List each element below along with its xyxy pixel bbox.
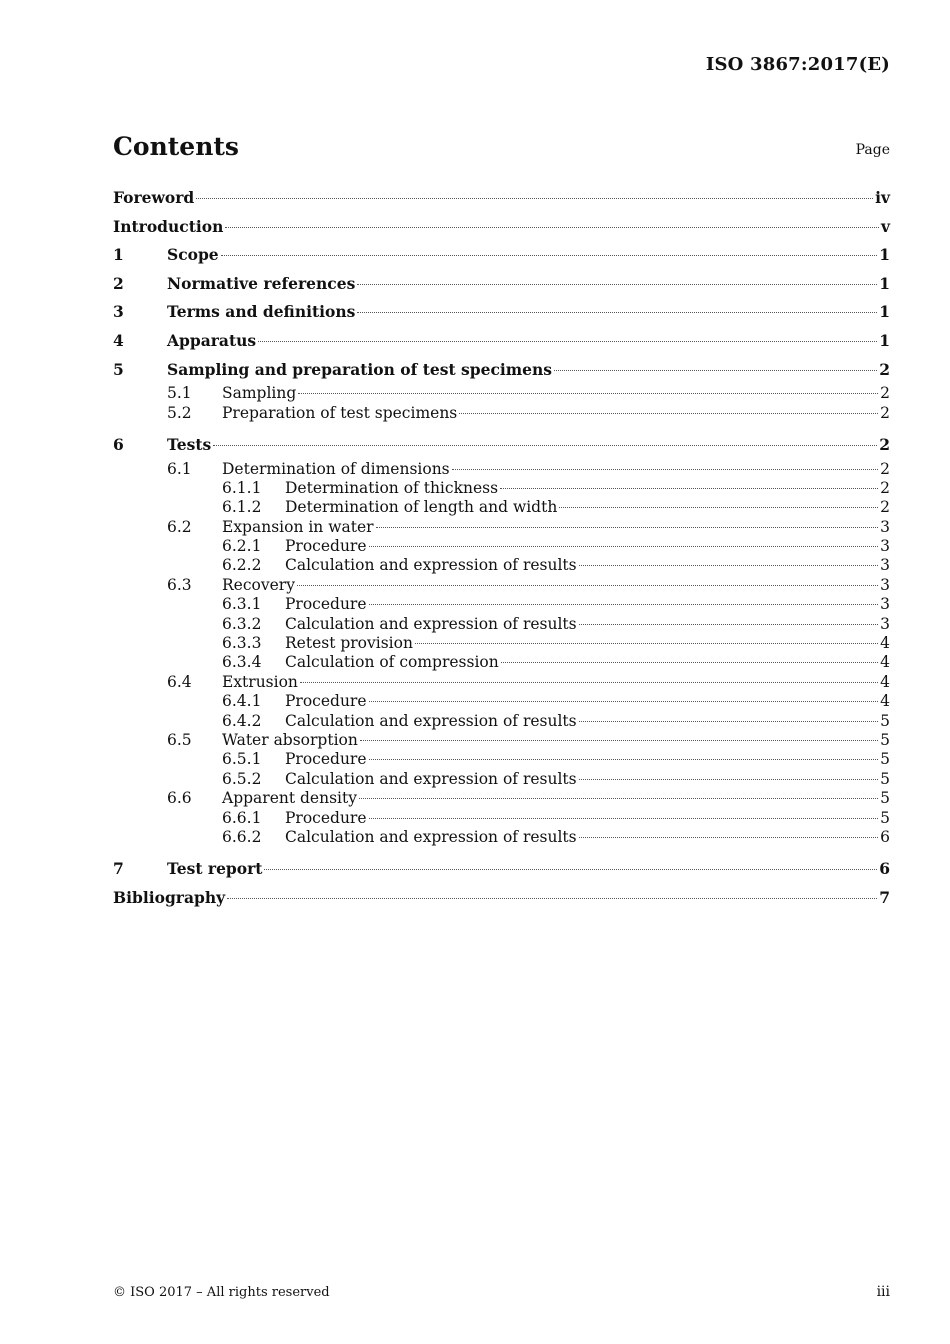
toc-entry[interactable]	[113, 673, 890, 692]
toc-entry[interactable]	[113, 615, 890, 634]
toc-entry-page: 2	[880, 498, 890, 517]
toc-entry[interactable]	[113, 770, 890, 789]
toc-entry-page: 5	[880, 769, 890, 788]
toc-leader-dots	[452, 469, 878, 470]
toc-entry-title: Apparent density	[222, 789, 357, 808]
toc-leader-dots	[258, 341, 877, 342]
toc-entry[interactable]	[113, 731, 890, 750]
toc-entry-title: Calculation and expression of results	[285, 556, 577, 575]
toc-entry-page: 6	[879, 859, 890, 879]
toc-entry[interactable]	[113, 809, 890, 828]
toc-entry-title: Tests	[167, 434, 212, 454]
toc-leader-dots	[500, 488, 878, 489]
toc-entry-title: Preparation of test specimens	[222, 403, 458, 422]
toc-entry[interactable]	[113, 750, 890, 769]
toc-entry-title: Calculation and expression of results	[285, 614, 577, 633]
toc-entry-page: 3	[880, 517, 890, 536]
toc-entry[interactable]	[113, 595, 890, 614]
toc-entry-title: Recovery	[222, 575, 295, 594]
toc-entry[interactable]	[113, 184, 890, 213]
toc-entry[interactable]	[113, 537, 890, 556]
page-column-label: Page	[855, 142, 890, 158]
toc-leader-dots	[359, 798, 878, 799]
toc-entry-number: 4	[113, 330, 124, 350]
toc-entry-number: 6.4	[167, 672, 192, 691]
toc-entry-page: 4	[880, 634, 890, 653]
toc-leader-dots	[221, 255, 878, 256]
toc-entry[interactable]	[113, 712, 890, 731]
toc-entry-page: 2	[880, 478, 890, 497]
toc-leader-dots	[554, 370, 877, 371]
toc-entry[interactable]	[113, 884, 890, 913]
toc-entry[interactable]	[113, 298, 890, 327]
toc-entry-number: 6.6.1	[222, 808, 262, 827]
toc-entry-page: iv	[875, 188, 890, 207]
toc-entry-page: 5	[880, 711, 890, 730]
toc-entry[interactable]	[113, 460, 890, 479]
toc-entry-page: 3	[880, 556, 890, 575]
toc-leader-dots	[579, 624, 879, 625]
toc-entry[interactable]	[113, 828, 890, 847]
toc-entry-page: 2	[880, 459, 890, 478]
contents-heading: Contents	[113, 132, 240, 161]
toc-leader-dots	[369, 701, 879, 702]
toc-leader-dots	[298, 393, 878, 394]
toc-entry[interactable]	[113, 518, 890, 537]
table-of-contents	[113, 184, 890, 913]
toc-entry-number: 6.4.1	[222, 692, 262, 711]
toc-entry-title: Bibliography	[113, 887, 226, 907]
toc-leader-dots	[357, 284, 877, 285]
page-number: iii	[876, 1284, 890, 1300]
toc-leader-dots	[501, 662, 878, 663]
toc-entry-number: 6.5.2	[222, 769, 262, 788]
toc-entry-number: 7	[113, 859, 124, 879]
toc-entry-page: 1	[879, 245, 890, 265]
toc-leader-dots	[579, 565, 879, 566]
toc-leader-dots	[579, 837, 879, 838]
toc-entry-title: Terms and definitions	[167, 302, 356, 322]
toc-leader-dots	[213, 445, 877, 446]
toc-leader-dots	[264, 869, 877, 870]
toc-entry-number: 6.1	[167, 459, 192, 478]
toc-entry-title: Determination of dimensions	[222, 459, 450, 478]
toc-entry-page: 2	[879, 359, 890, 379]
toc-entry-number: 1	[113, 245, 124, 265]
toc-entry-page: 5	[880, 731, 890, 749]
toc-leader-dots	[376, 527, 879, 528]
toc-entry-title: Normative references	[167, 273, 356, 293]
toc-entry[interactable]	[113, 789, 890, 808]
toc-entry-number: 6.2.2	[222, 556, 262, 575]
toc-entry[interactable]	[113, 498, 890, 517]
toc-entry-title: Expansion in water	[222, 517, 374, 536]
toc-leader-dots	[369, 759, 879, 760]
toc-entry-page: 2	[879, 434, 890, 454]
toc-leader-dots	[415, 643, 878, 644]
toc-leader-dots	[579, 721, 879, 722]
toc-entry-title: Determination of length and width	[285, 498, 558, 517]
toc-entry-page: 4	[880, 653, 890, 672]
toc-entry-number: 6.6	[167, 789, 192, 808]
toc-leader-dots	[225, 227, 879, 228]
toc-entry-page: 2	[880, 384, 890, 403]
toc-entry-title: Calculation and expression of results	[285, 769, 577, 788]
toc-entry[interactable]	[113, 576, 890, 595]
toc-leader-dots	[369, 818, 879, 819]
toc-entry-title: Procedure	[285, 537, 367, 556]
toc-leader-dots	[459, 413, 878, 414]
toc-entry-title: Water absorption	[222, 731, 358, 749]
toc-entry[interactable]	[113, 213, 890, 242]
toc-entry-number: 6.3	[167, 575, 192, 594]
toc-entry-title: Procedure	[285, 750, 367, 769]
toc-entry-page: 5	[880, 808, 890, 827]
toc-entry[interactable]	[113, 241, 890, 270]
toc-leader-dots	[196, 198, 873, 199]
toc-leader-dots	[300, 682, 878, 683]
toc-entry-number: 6.5.1	[222, 750, 262, 769]
toc-entry-number: 6	[113, 434, 124, 454]
toc-entry-number: 2	[113, 273, 124, 293]
toc-leader-dots	[297, 585, 878, 586]
toc-entry-number: 6.3.1	[222, 595, 262, 614]
toc-leader-dots	[360, 740, 878, 741]
toc-leader-dots	[357, 312, 877, 313]
toc-entry[interactable]	[113, 479, 890, 498]
toc-entry-page: 7	[879, 887, 890, 907]
toc-entry[interactable]	[113, 653, 890, 672]
toc-entry-title: Retest provision	[285, 634, 413, 653]
toc-entry[interactable]	[113, 270, 890, 299]
toc-entry-number: 5	[113, 359, 124, 379]
toc-entry-number: 6.1.2	[222, 498, 262, 517]
toc-entry[interactable]	[113, 431, 890, 460]
toc-entry-page: v	[880, 216, 890, 236]
toc-entry-page: 4	[880, 672, 890, 691]
toc-leader-dots	[227, 898, 877, 899]
toc-entry-title: Scope	[167, 245, 219, 265]
toc-entry-title: Sampling	[222, 384, 297, 403]
toc-entry[interactable]	[113, 556, 890, 575]
toc-leader-dots	[369, 546, 879, 547]
toc-entry-page: 6	[880, 827, 890, 846]
copyright-notice: © ISO 2017 – All rights reserved	[113, 1285, 330, 1300]
toc-entry-page: 3	[880, 614, 890, 633]
toc-entry-title: Extrusion	[222, 672, 298, 691]
toc-entry-number: 6.5	[167, 731, 192, 749]
toc-entry-number: 6.2.1	[222, 537, 262, 556]
toc-entry-number: 6.4.2	[222, 711, 262, 730]
toc-entry-title: Calculation of compression	[285, 653, 499, 672]
toc-entry-title: Introduction	[113, 216, 224, 236]
toc-entry-page: 4	[880, 692, 890, 711]
toc-entry-number: 6.6.2	[222, 827, 262, 846]
toc-entry-page: 1	[879, 302, 890, 322]
toc-entry-title: Procedure	[285, 595, 367, 614]
toc-entry-number: 6.3.2	[222, 614, 262, 633]
toc-entry-number: 6.3.4	[222, 653, 262, 672]
toc-entry[interactable]	[113, 692, 890, 711]
toc-entry-title: Calculation and expression of results	[285, 711, 577, 730]
toc-entry-title: Procedure	[285, 808, 367, 827]
toc-leader-dots	[369, 604, 879, 605]
toc-entry-number: 6.3.3	[222, 634, 262, 653]
toc-entry-number: 5.2	[167, 403, 192, 422]
toc-entry-page: 5	[880, 789, 890, 808]
toc-entry-title: Procedure	[285, 692, 367, 711]
toc-entry-title: Calculation and expression of results	[285, 827, 577, 846]
document-id: ISO 3867:2017(E)	[705, 54, 890, 75]
toc-entry-title: Determination of thickness	[285, 478, 499, 497]
toc-entry[interactable]	[113, 634, 890, 653]
toc-entry-page: 1	[879, 330, 890, 350]
toc-entry[interactable]	[113, 404, 890, 423]
toc-entry-number: 5.1	[167, 384, 192, 403]
toc-entry-page: 3	[880, 575, 890, 594]
toc-entry[interactable]	[113, 356, 890, 385]
toc-entry-title: Apparatus	[167, 330, 257, 350]
toc-entry[interactable]	[113, 384, 890, 403]
toc-entry-number: 6.1.1	[222, 478, 262, 497]
toc-leader-dots	[559, 507, 878, 508]
toc-entry[interactable]	[113, 327, 890, 356]
toc-entry-page: 5	[880, 750, 890, 769]
toc-entry-page: 2	[880, 403, 890, 422]
toc-entry-number: 3	[113, 302, 124, 322]
toc-entry-title: Test report	[167, 859, 263, 879]
toc-entry[interactable]	[113, 855, 890, 884]
toc-leader-dots	[579, 779, 879, 780]
toc-entry-number: 6.2	[167, 517, 192, 536]
toc-entry-title: Sampling and preparation of test specimens	[167, 359, 553, 379]
toc-entry-page: 3	[880, 537, 890, 556]
toc-entry-page: 1	[879, 273, 890, 293]
toc-entry-page: 3	[880, 595, 890, 614]
toc-entry-title: Foreword	[113, 188, 195, 207]
